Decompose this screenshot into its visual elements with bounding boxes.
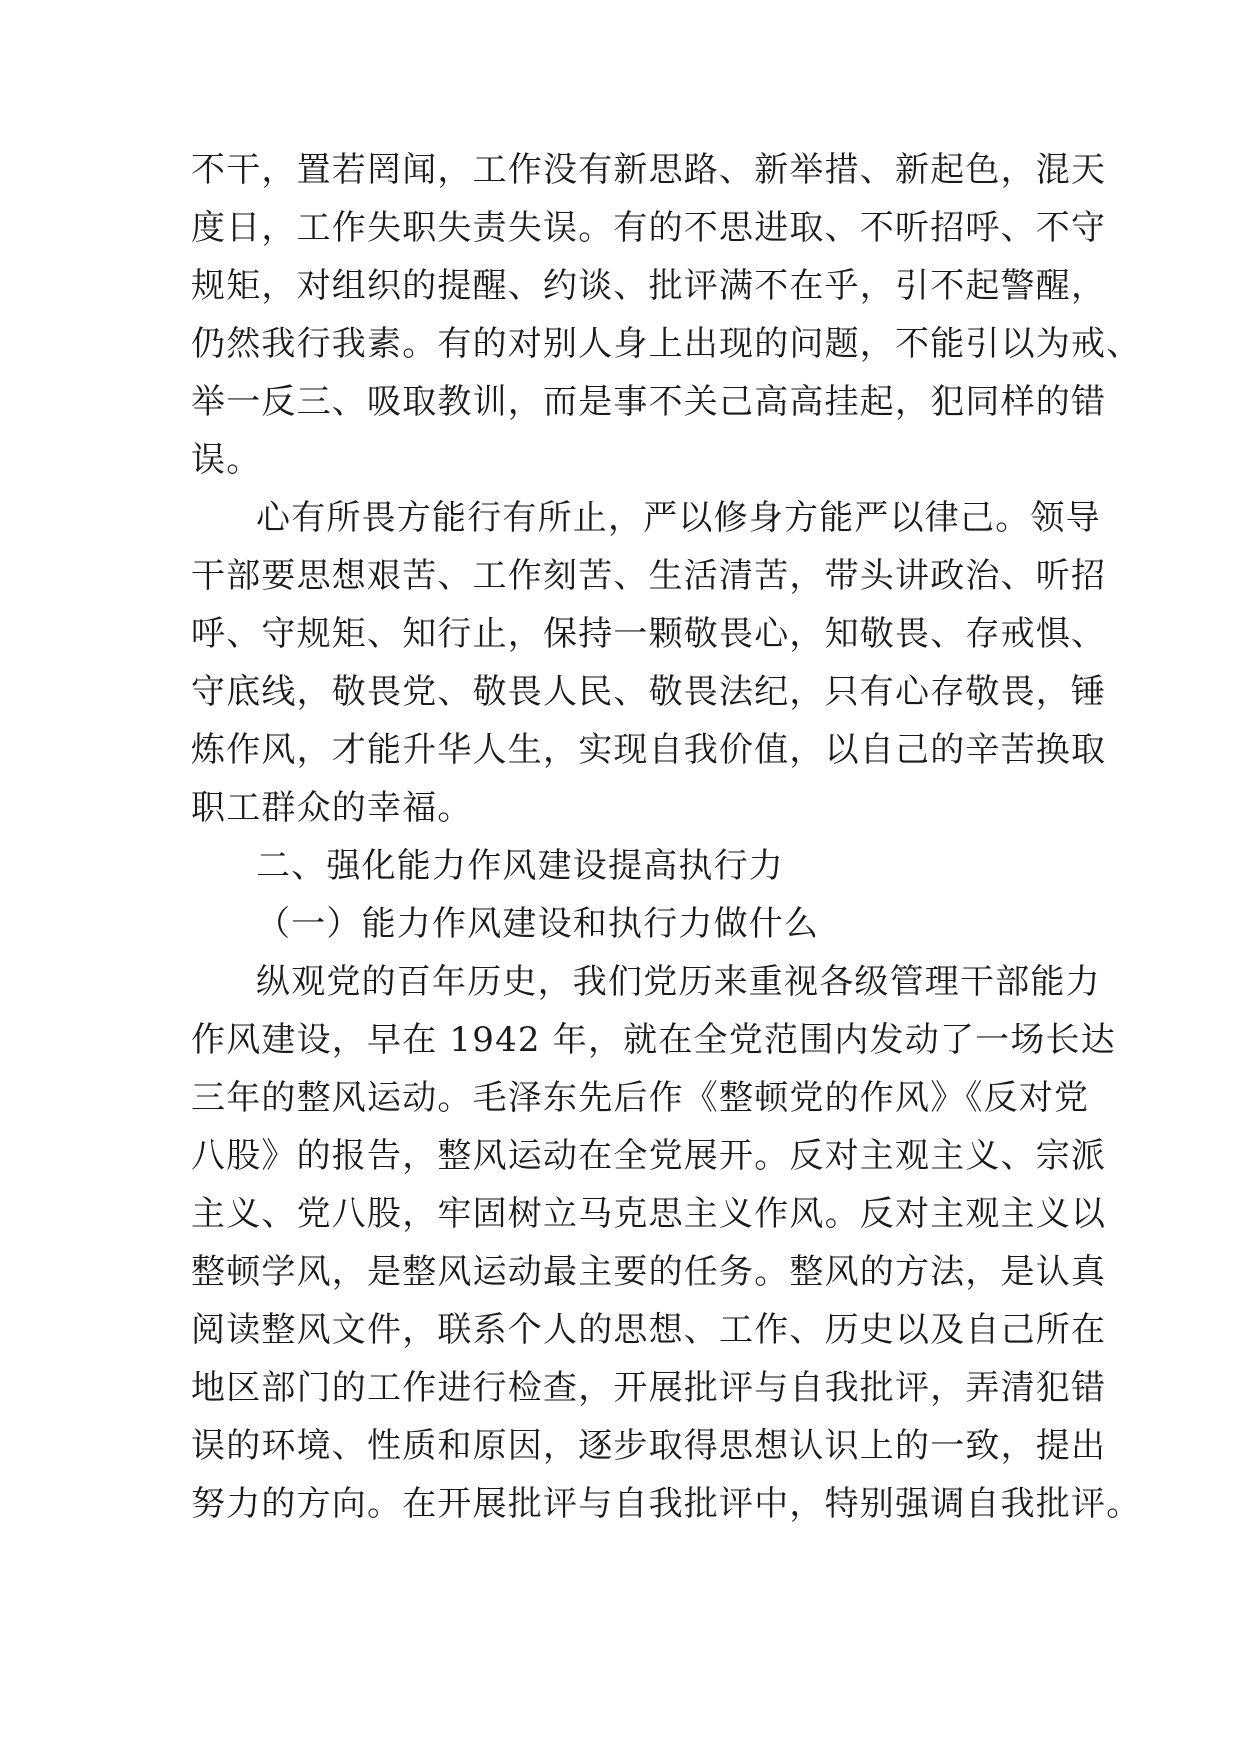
text-line: 地区部门的工作进行检查，开展批评与自我批评，弄清犯错 xyxy=(191,1368,1107,1408)
text-line: 阅读整风文件，联系个人的思想、工作、历史以及自己所在 xyxy=(191,1310,1107,1350)
text-line: 炼作风，才能升华人生，实现自我价值，以自己的辛苦换取 xyxy=(191,730,1107,770)
text-line: 作风建设，早在 1942 年，就在全党范围内发动了一场长达 xyxy=(191,1020,1116,1060)
text-line: 误的环境、性质和原因，逐步取得思想认识上的一致，提出 xyxy=(191,1426,1107,1466)
text-line: 干部要思想艰苦、工作刻苦、生活清苦，带头讲政治、听招 xyxy=(191,556,1107,596)
text-line: 仍然我行我素。有的对别人身上出现的问题，不能引以为戒、 xyxy=(191,324,1142,364)
paragraph-first-line: 心有所畏方能行有所止，严以修身方能严以律己。领导 xyxy=(256,498,1101,538)
section-heading: 二、强化能力作风建设提高执行力 xyxy=(256,846,784,886)
text-line: 主义、党八股，牢固树立马克思主义作风。反对主观主义以 xyxy=(191,1194,1107,1234)
subsection-heading: （一）能力作风建设和执行力做什么 xyxy=(256,904,820,944)
text-line: 守底线，敬畏党、敬畏人民、敬畏法纪，只有心存敬畏，锤 xyxy=(191,672,1107,712)
text-line: 整顿学风，是整风运动最主要的任务。整风的方法，是认真 xyxy=(191,1252,1107,1292)
text-line: 误。 xyxy=(191,440,262,480)
text-line: 呼、守规矩、知行止，保持一颗敬畏心，知敬畏、存戒惧、 xyxy=(191,614,1107,654)
text-line: 不干，置若罔闻，工作没有新思路、新举措、新起色，混天 xyxy=(191,150,1107,190)
text-line: 八股》的报告，整风运动在全党展开。反对主观主义、宗派 xyxy=(191,1136,1107,1176)
text-line: 规矩，对组织的提醒、约谈、批评满不在乎，引不起警醒， xyxy=(191,266,1107,306)
text-line: 三年的整风运动。毛泽东先后作《整顿党的作风》《反对党 xyxy=(191,1078,1090,1118)
text-line: 努力的方向。在开展批评与自我批评中，特别强调自我批评。 xyxy=(191,1484,1142,1524)
text-line: 度日，工作失职失责失误。有的不思进取、不听招呼、不守 xyxy=(191,208,1107,248)
paragraph-first-line: 纵观党的百年历史，我们党历来重视各级管理干部能力 xyxy=(256,962,1101,1002)
text-line: 职工群众的幸福。 xyxy=(191,788,473,828)
text-line: 举一反三、吸取教训，而是事不关己高高挂起，犯同样的错 xyxy=(191,382,1107,422)
